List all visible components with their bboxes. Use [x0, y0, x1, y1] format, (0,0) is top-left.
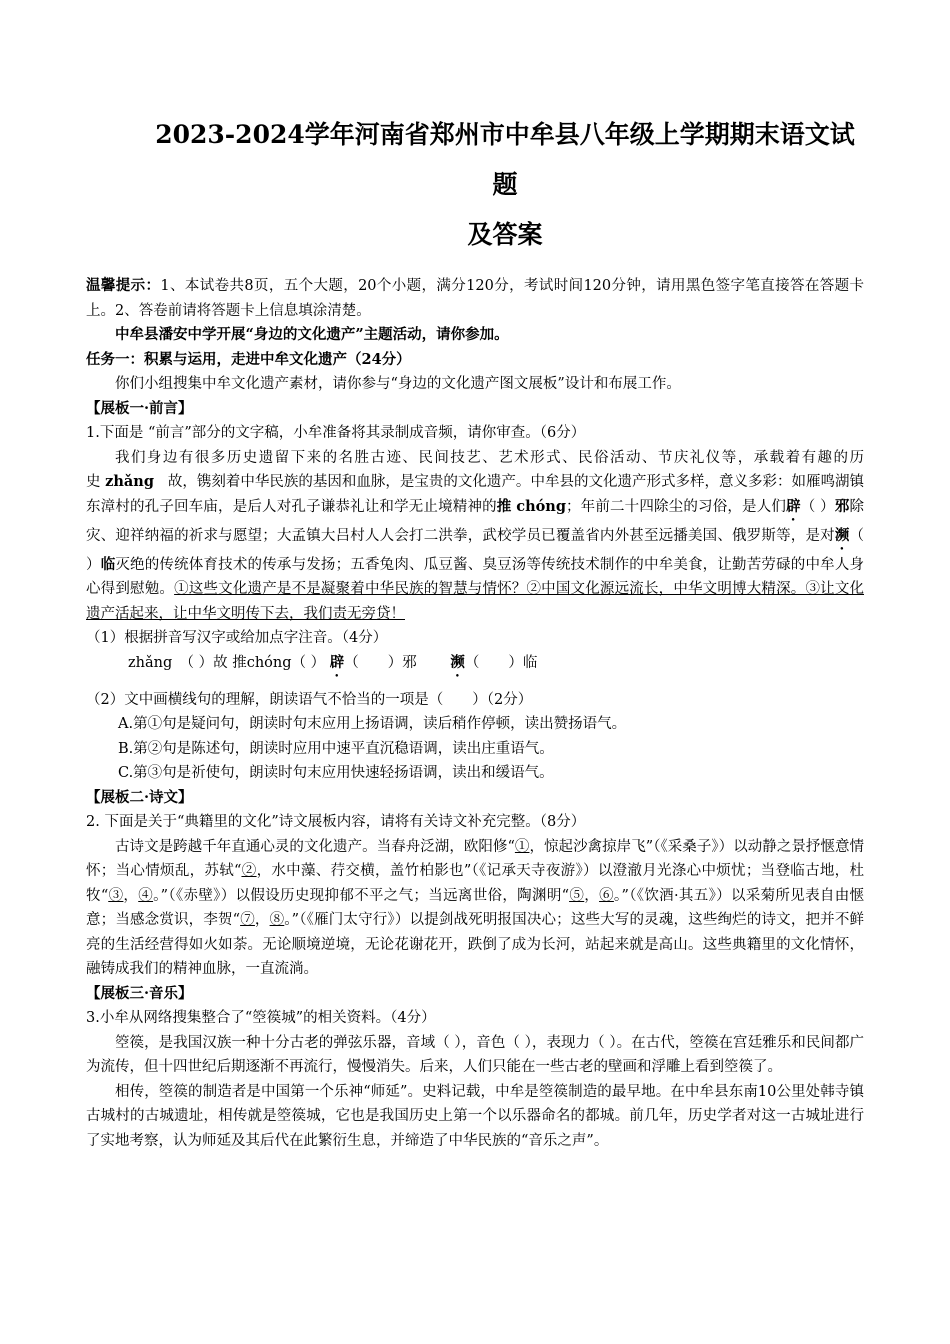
- question-1-1: （1）根据拼音写汉字或给加点字注音。（4分）: [86, 630, 388, 646]
- title-line-1: 2023-2024学年河南省郑州市中牟县八年级上学期期末语文试题: [155, 120, 855, 199]
- question-1-2: （2）文中画横线句的理解，朗读语气不恰当的一项是（ ）（2分）: [86, 691, 533, 708]
- preface-passage: [86, 446, 864, 627]
- dotted-char-bin: 濒: [834, 526, 850, 544]
- passage-text: 。”（《饮酒·其五》）以采菊所见表自由惬意；当感念赏识，李贺“: [86, 887, 865, 928]
- pinyin-chong: chóng: [516, 497, 566, 515]
- poetry-passage: [86, 835, 864, 982]
- tips-label: 温馨提示：: [86, 277, 161, 294]
- char-lin: 临: [100, 555, 116, 573]
- blank-2: ②: [241, 863, 257, 879]
- task1-heading: 任务一：积累与运用，走进中牟文化遗产（24分）: [86, 350, 411, 368]
- passage-text: ，水中藻、荇交横，盖竹柏影也”（《记承天寺夜游》）以澄澈月光涤心中烦忧；当登临古地，杜牧“: [86, 863, 864, 904]
- passage-text: 故，镌刻着中华民族的基因和血脉，是宝贵的文化遗产。中牟县的文化遗产形式多样，意义多彩：如雁鸣湖镇东漳村的孔子回车庙，是后人对孔子谦恭礼让和学无止境精神的: [86, 474, 865, 515]
- blank-3: ③: [108, 887, 124, 904]
- question-3: 3.小牟从网络搜集整合了“箜篌城”的相关资料。（4分）: [86, 1010, 436, 1026]
- dotted-char-bi: 辟: [329, 653, 345, 671]
- title-line-2: 及答案: [467, 220, 543, 249]
- dotted-char-bin: 濒: [450, 653, 465, 671]
- answer-blank: （ ）: [800, 498, 835, 515]
- activity-intro: 中牟县潘安中学开展“身边的文化遗产”主题活动，请你参加。: [115, 326, 509, 343]
- option-b: B.第②句是陈述句，朗读时应用中速平直沉稳语调，读出庄重语气。: [118, 740, 554, 757]
- konghou-paragraph-2: 相传，箜篌的制造者是中国第一个乐神“师延”。史料记载，中牟是箜篌制造的最早地。在中牟县东南10公里处韩寺镇古城村的古城遗址，相传就是箜篌城，它也是我国历史上第一个以乐器命名的都城。前几年，历史学者对这一古城址进行了实地考察，认为师延及其后代在此繁衍生息，并缔造了中华民族的“音乐之声”。: [86, 1083, 864, 1149]
- blank-8: ⑧: [269, 912, 285, 928]
- dotted-char-bi: 辟: [786, 497, 801, 515]
- board3-heading: 【展板三·音乐】: [86, 984, 193, 1002]
- passage-text: ，: [584, 887, 600, 904]
- char-xie: 邪: [834, 497, 850, 515]
- item-tuichong: 推chóng（ ）: [232, 654, 326, 671]
- option-a: A.第①句是疑问句，朗读时句末应用上扬语调，读后稍作停顿，读出赞扬语气。: [118, 716, 627, 732]
- passage-text: 灭绝的传统体育技术的传承与发扬；五香兔肉、瓜豆酱、臭豆汤等传统技术制作的中牟美食，让勤苦劳碌的中牟人身心得到慰勉。: [86, 556, 865, 597]
- blank-6: ⑥: [599, 887, 614, 904]
- item-binlin: （ ）临: [464, 654, 538, 671]
- board1-heading: 【展板一·前言】: [86, 399, 193, 417]
- answer-blank: （ ）: [86, 527, 864, 573]
- question-1-1-items: [86, 651, 864, 680]
- passage-text: ，: [254, 912, 270, 928]
- char-tui: 推: [496, 497, 512, 515]
- passage-text: ，惊起沙禽掠岸飞”（《采桑子》）以动静之景抒惬意情怀；当心情烦乱，苏轼“: [86, 838, 864, 879]
- item-zhang: zhǎng （ ）故: [128, 654, 228, 671]
- passage-text: 除灾、迎祥纳福的祈求与愿望；大孟镇大吕村人人会打二洪拳，武校学员已覆盖省内外甚至远播美国、俄罗斯等，是对: [86, 498, 865, 544]
- tips-text: 1、本试卷共8页，五个大题，20个小题，满分120分，考试时间120分钟，请用黑色签字笔直接答在答题卡上。2、答卷前请将答题卡上信息填涂清楚。: [86, 278, 864, 319]
- passage-text: 我们身边有很多历史遗留下来的名胜古迹、民间技艺、艺术形式、民俗活动、节庆礼仪等，承载着有趣的历史: [86, 449, 864, 490]
- blank-1: ①: [514, 838, 530, 855]
- item-bixie: （ ）邪: [344, 654, 446, 671]
- blank-7: ⑦: [240, 912, 255, 928]
- question-1: 1.下面是 “前言”部分的文字稿，小牟准备将其录制成音频，请你审查。（6分）: [86, 425, 586, 441]
- tips-paragraph: [86, 274, 864, 323]
- passage-text: 。”（《雁门太守行》）以提剑战死明报国决心；这些大写的灵魂，这些绚烂的诗文，把并不鲜亮的生活经营得如火如荼。无论顺境逆境，无论花谢花开，跌倒了成为长河，站起来就是高山。这些典籍里的文化情怀，融铸成我们的精神血脉，一直流淌。: [86, 912, 865, 977]
- option-c: C.第③句是祈使句，朗读时句末应用快速轻扬语调，读出和缓语气。: [118, 765, 554, 781]
- pinyin-zhang: zhǎng: [105, 473, 154, 490]
- page-title: [86, 110, 864, 260]
- blank-4: ④: [138, 887, 154, 904]
- underlined-sentences: ①这些文化遗产是不是凝聚着中华民族的智慧与情怀？②中国文化源远流长，中华文明博大精深。③让文化遗产活起来，让中华文明传下去，我们责无旁贷！: [86, 581, 865, 622]
- konghou-paragraph-1: 箜篌，是我国汉族一种十分古老的弹弦乐器，音域（ ），音色（ ），表现力（ ）。在古代，箜篌在宫廷雅乐和民间都广为流传，但十四世纪后期逐渐不再流行，慢慢消失。后来，人们只能在一些古老的壁画和浮雕上看到箜篌了。: [86, 1034, 864, 1075]
- passage-text: 。”（《赤壁》）以假设历史现抑郁不平之气；当远离世俗，陶渊明“: [153, 887, 570, 904]
- passage-text: 古诗文是跨越千年直通心灵的文化遗产。当春舟泛湖，欧阳修“: [115, 838, 515, 855]
- task1-intro: 你们小组搜集中牟文化遗产素材，请你参与“身边的文化遗产图文展板”设计和布展工作。: [115, 376, 681, 392]
- question-2: 2. 下面是关于“典籍里的文化”诗文展板内容，请将有关诗文补充完整。（8分）: [86, 814, 586, 830]
- board2-heading: 【展板二·诗文】: [86, 788, 193, 806]
- blank-5: ⑤: [569, 887, 585, 904]
- passage-text: ；年前二十四除尘的习俗，是人们: [565, 498, 787, 515]
- passage-text: ，: [123, 887, 139, 904]
